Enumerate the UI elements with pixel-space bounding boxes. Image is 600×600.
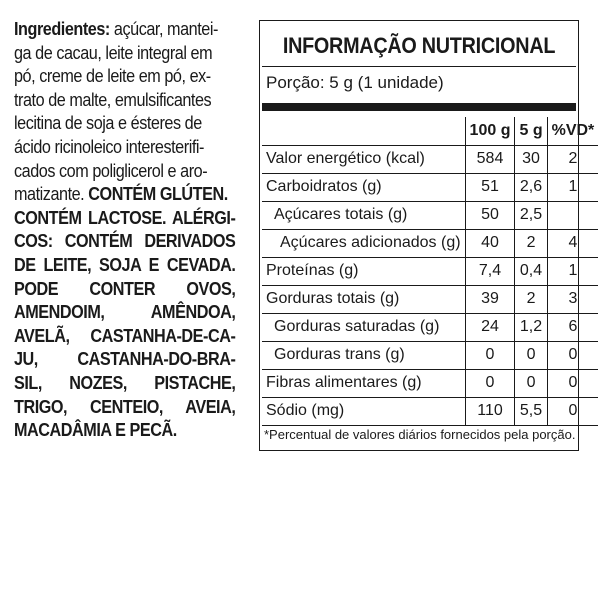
header-5g: 5 g [515, 117, 547, 145]
ingredient-line-text: ga de cacau, leite integral em [14, 42, 213, 63]
portion-size: Porção: 5 g (1 unidade) [266, 73, 444, 92]
nutrition-facts-panel [259, 20, 595, 451]
ingredient-line [14, 278, 235, 302]
footnote: *Percentual de valores diários fornecidos pela porção. [264, 427, 576, 442]
panel-title: INFORMAÇÃO NUTRICIONAL [282, 33, 556, 58]
value-5g: 0 [515, 341, 547, 369]
ingredient-line-text: DE LEITE, SOJA E CEVADA. [14, 254, 236, 275]
ingredient-line-text: matizante. [14, 184, 89, 205]
value-vd: 6 [547, 313, 598, 341]
header-100g: 100 g [465, 117, 515, 145]
value-100g: 110 [465, 397, 515, 425]
table-row [262, 341, 598, 369]
ingredient-line [14, 230, 235, 254]
ingredient-line-text: SIL, NOZES, PISTACHE, [14, 372, 236, 393]
ingredient-line [14, 65, 235, 89]
allergen-warning: CONTÉM GLÚTEN. [88, 184, 228, 205]
value-vd: 0 [547, 397, 598, 425]
table-row [262, 229, 598, 257]
value-vd: 3 [547, 285, 598, 313]
ingredient-line [14, 42, 235, 66]
ingredient-line [14, 207, 235, 231]
nutrient-label: Gorduras totais (g) [262, 285, 465, 313]
value-100g: 0 [465, 341, 515, 369]
header-nutrient [262, 117, 465, 145]
ingredient-line-text: açúcar, mantei- [109, 19, 218, 39]
value-100g: 51 [465, 173, 515, 201]
value-vd: 2 [547, 145, 598, 173]
header-vd: %VD* [547, 117, 598, 145]
value-vd [547, 201, 598, 229]
ingredient-line [14, 419, 235, 443]
value-vd: 1 [547, 257, 598, 285]
ingredient-line [14, 18, 235, 42]
ingredient-line [14, 372, 235, 396]
ingredient-line-text: trato de malte, emulsificantes [14, 89, 212, 110]
table-row [262, 397, 598, 425]
nutrient-label: Fibras alimentares (g) [262, 369, 465, 397]
ingredient-line [14, 325, 235, 349]
value-100g: 584 [465, 145, 515, 173]
value-5g: 2 [515, 285, 547, 313]
nutrition-table [262, 117, 598, 426]
value-5g: 2,6 [515, 173, 547, 201]
ingredient-line-text: MACADÂMIA E PECÃ. [14, 420, 177, 441]
ingredient-line [14, 254, 235, 278]
ingredient-line-text: CONTÉM LACTOSE. ALÉRGI- [14, 207, 236, 228]
ingredient-line [14, 348, 235, 372]
value-5g: 0 [515, 369, 547, 397]
ingredient-line [14, 136, 235, 160]
ingredient-line-text: COS: CONTÉM DERIVADOS [14, 231, 236, 252]
ingredient-line [14, 160, 235, 184]
nutrient-label: Açúcares adicionados (g) [262, 229, 465, 257]
ingredient-line-text: TRIGO, CENTEIO, AVEIA, [14, 396, 236, 417]
table-row [262, 369, 598, 397]
ingredient-line [14, 183, 235, 207]
nutrient-label: Gorduras saturadas (g) [262, 313, 465, 341]
value-5g: 2 [515, 229, 547, 257]
table-row [262, 285, 598, 313]
ingredient-line-text: AMENDOIM, AMÊNDOA, [14, 302, 236, 323]
value-100g: 0 [465, 369, 515, 397]
ingredient-line-text: JU, CASTANHA-DO-BRA- [14, 349, 236, 370]
value-100g: 40 [465, 229, 515, 257]
portion-divider [262, 103, 576, 111]
value-5g: 30 [515, 145, 547, 173]
table-row [262, 313, 598, 341]
value-100g: 24 [465, 313, 515, 341]
ingredient-line-text: ácido ricinoleico interesterifi- [14, 136, 204, 157]
nutrient-label: Gorduras trans (g) [262, 341, 465, 369]
value-vd: 4 [547, 229, 598, 257]
ingredient-line-text: lecitina de soja e ésteres de [14, 113, 202, 134]
nutrient-label: Valor energético (kcal) [262, 145, 465, 173]
ingredient-line [14, 301, 235, 325]
ingredients-text [14, 18, 235, 443]
value-100g: 7,4 [465, 257, 515, 285]
table-header-row [262, 117, 598, 145]
value-5g: 5,5 [515, 397, 547, 425]
ingredient-line-text: AVELÃ, CASTANHA-DE-CA- [14, 325, 236, 346]
table-row [262, 257, 598, 285]
ingredient-line [14, 396, 235, 420]
ingredient-line [14, 89, 235, 113]
table-row [262, 173, 598, 201]
table-row [262, 145, 598, 173]
value-5g: 0,4 [515, 257, 547, 285]
value-5g: 2,5 [515, 201, 547, 229]
nutrient-label: Carboidratos (g) [262, 173, 465, 201]
ingredient-line-text: PODE CONTER OVOS, [14, 278, 236, 299]
value-5g: 1,2 [515, 313, 547, 341]
ingredient-line-text: cados com poliglicerol e aro- [14, 160, 208, 181]
ingredients-heading: Ingredientes: [14, 19, 110, 39]
nutrient-label: Sódio (mg) [262, 397, 465, 425]
value-100g: 50 [465, 201, 515, 229]
title-divider [262, 66, 576, 67]
value-vd: 0 [547, 341, 598, 369]
value-vd: 1 [547, 173, 598, 201]
nutrient-label: Açúcares totais (g) [262, 201, 465, 229]
value-100g: 39 [465, 285, 515, 313]
ingredient-line [14, 112, 235, 136]
table-row [262, 201, 598, 229]
ingredient-line-text: pó, creme de leite em pó, ex- [14, 66, 211, 87]
nutrient-label: Proteínas (g) [262, 257, 465, 285]
value-vd: 0 [547, 369, 598, 397]
